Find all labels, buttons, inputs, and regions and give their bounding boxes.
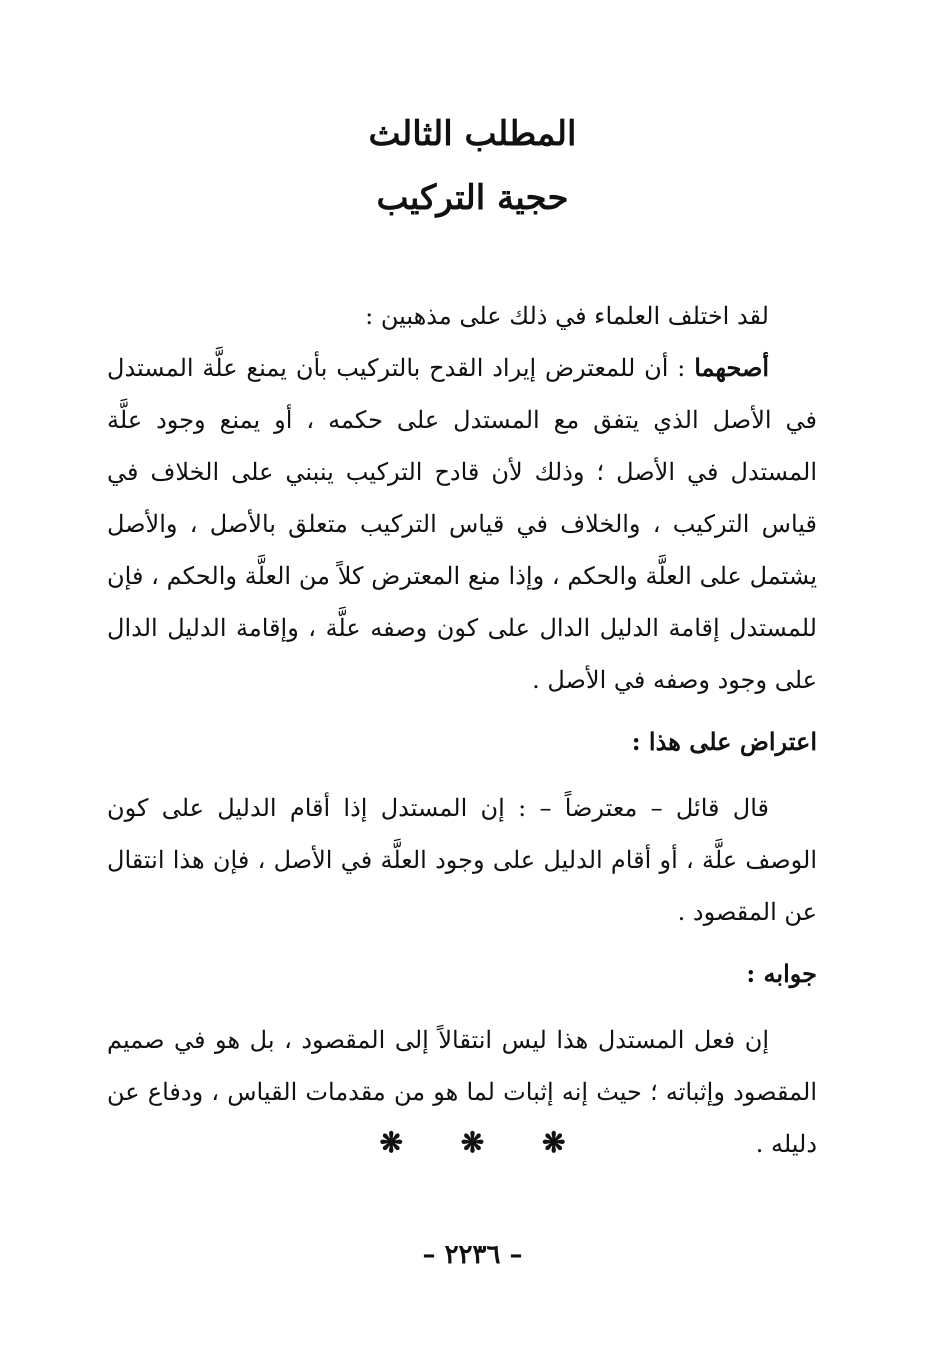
document-body	[107, 290, 817, 1170]
answer-paragraph: إن فعل المستدل هذا ليس انتقالاً إلى المقصود ، بل هو في صميم المقصود وإثباته ؛ حيث إنه إثبات لما هو من مقدمات القياس ، ودفاع عن دليله .	[107, 1026, 817, 1158]
page-number: – ٢٢٣٦ –	[422, 1240, 523, 1270]
first-opinion-paragraph	[107, 342, 817, 706]
first-opinion-text: : أن للمعترض إيراد القدح بالتركيب بأن يمنع علَّة المستدل في الأصل الذي يتفق مع المستدل على حكمه ، أو يمنع وجود علَّة المستدل في الأصل ؛ وذلك لأن قادح التركيب ينبني على الخلاف في قياس التركيب ، والخلاف في قياس التركيب متعلق بالأصل ، والأصل يشتمل على العلَّة والحكم ، وإذا منع المعترض كلاً من العلَّة والحكم ، فإن للمستدل إقامة الدليل الدال على كون وصفه علَّة ، وإقامة الدليل الدال على وجود وصفه في الأصل .	[107, 354, 818, 694]
objection-heading: اعتراض على هذا :	[631, 727, 817, 756]
answer-heading: جوابه :	[746, 959, 817, 988]
first-opinion-lead: أصحهما	[694, 353, 769, 382]
section-label: المطلب الثالث	[368, 114, 577, 154]
objection-paragraph: قال قائل – معترضاً – : إن المستدل إذا أقام الدليل على كون الوصف علَّة ، أو أقام الدليل على وجود العلَّة في الأصل ، فإن هذا انتقال عن المقصود .	[107, 794, 817, 926]
section-title: حجية التركيب	[376, 178, 569, 218]
intro-paragraph: لقد اختلف العلماء في ذلك على مذهبين :	[365, 302, 769, 330]
section-separator: ❋ ❋ ❋	[379, 1126, 566, 1159]
